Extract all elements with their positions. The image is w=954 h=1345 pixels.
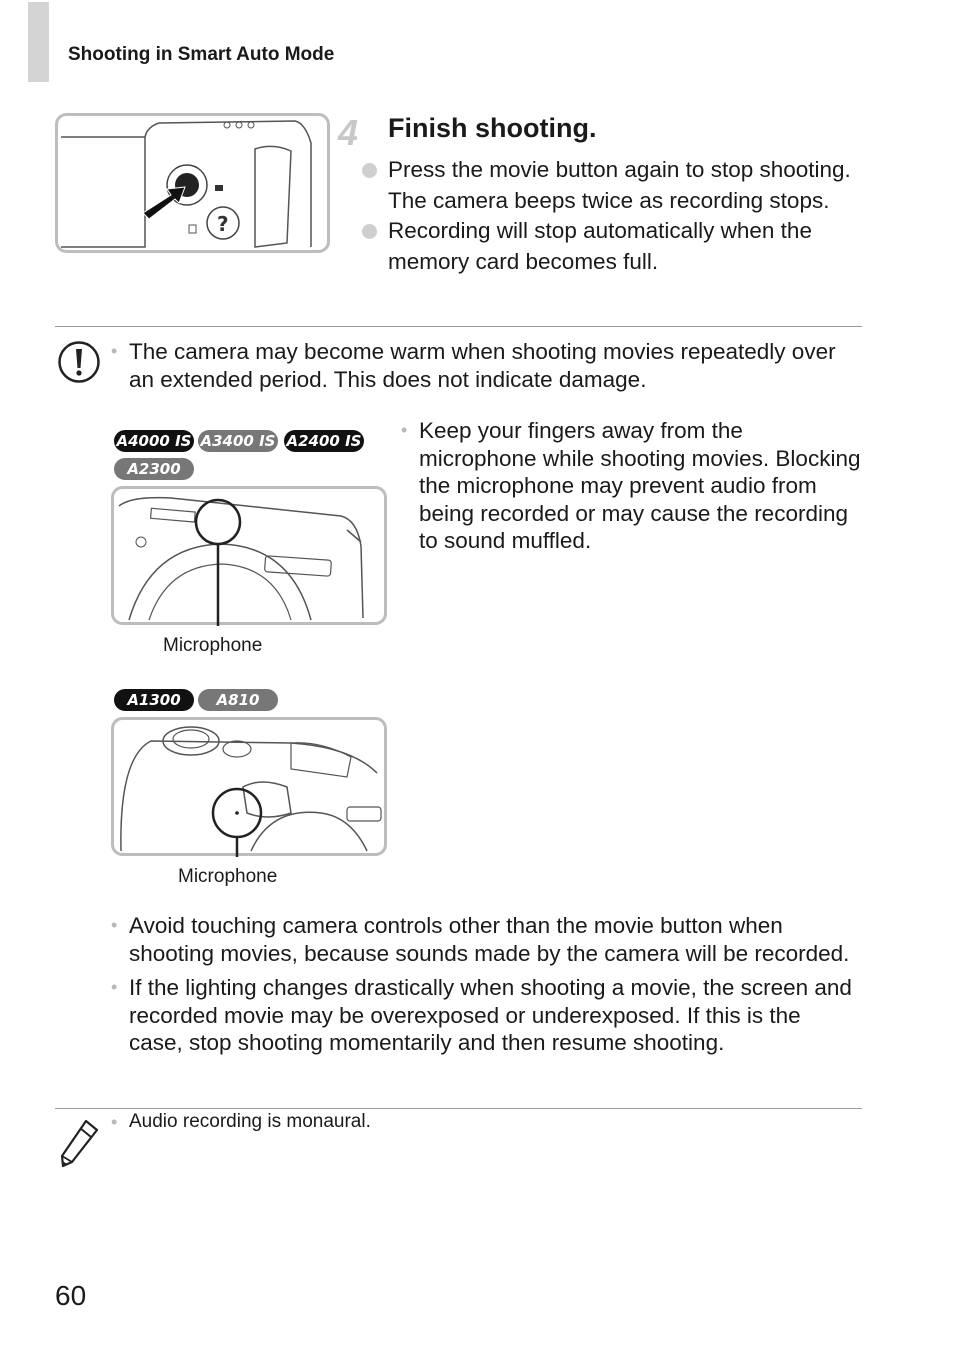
- movie-button-illustration: [55, 113, 330, 253]
- figure-caption: Microphone: [163, 635, 263, 656]
- section-header: Shooting in Smart Auto Mode: [68, 44, 335, 65]
- model-badge: A3400 IS: [198, 430, 278, 452]
- step-bullet: Recording will stop automatically when the memory card becomes full.: [362, 216, 862, 277]
- bullet-dot-icon: •: [111, 977, 118, 997]
- step-title: Finish shooting.: [388, 113, 597, 143]
- bullet-dot-icon: •: [401, 420, 408, 440]
- caution-item: • The camera may become warm when shooting movies repeatedly over an extended period. This does not indicate damage.: [111, 339, 836, 392]
- memo-list: [111, 1110, 856, 1134]
- model-badge: A2400 IS: [284, 430, 364, 452]
- caution-item: • Avoid touching camera controls other than the movie button when shooting movies, because sounds made by the camera will be recorded.: [111, 913, 850, 966]
- memo-item: • Audio recording is monaural.: [111, 1111, 371, 1132]
- pencil-icon: [58, 1118, 100, 1170]
- camera-top-illustration: [111, 717, 387, 857]
- bullet-dot-icon: •: [111, 1112, 118, 1132]
- step-number: 4: [338, 112, 359, 153]
- svg-text:?: ?: [217, 212, 229, 236]
- model-badge: A1300: [114, 689, 194, 711]
- exclamation-circle-icon: [57, 340, 101, 384]
- step-bullet-list: [362, 155, 862, 277]
- caution-item: • If the lighting changes drastically when shooting a movie, the screen and recorded movie may be overexposed or underexposed. If this is the case, stop shooting momentarily and then resume shooting.: [111, 975, 852, 1055]
- caution-list: [401, 417, 861, 555]
- section-divider: [55, 1108, 862, 1109]
- page-number: 60: [55, 1280, 87, 1311]
- bullet-dot-icon: [362, 163, 377, 178]
- model-badge: A4000 IS: [114, 430, 194, 452]
- caution-item: • Keep your fingers away from the microphone while shooting movies. Blocking the microphone may prevent audio from being recorded or may cause the recording to sound muffled.: [401, 418, 861, 553]
- bullet-dot-icon: •: [111, 341, 118, 361]
- bullet-dot-icon: [362, 224, 377, 239]
- camera-front-illustration: [111, 486, 387, 626]
- model-badge: A2300: [114, 458, 194, 480]
- model-badge: A810: [198, 689, 278, 711]
- step-bullet: Press the movie button again to stop shooting. The camera beeps twice as recording stops.: [362, 155, 862, 216]
- caution-list: [111, 338, 851, 393]
- caution-list: [111, 912, 856, 1057]
- figure-caption: Microphone: [178, 866, 278, 887]
- section-divider: [55, 326, 862, 327]
- side-tab: [28, 2, 49, 82]
- bullet-dot-icon: •: [111, 915, 118, 935]
